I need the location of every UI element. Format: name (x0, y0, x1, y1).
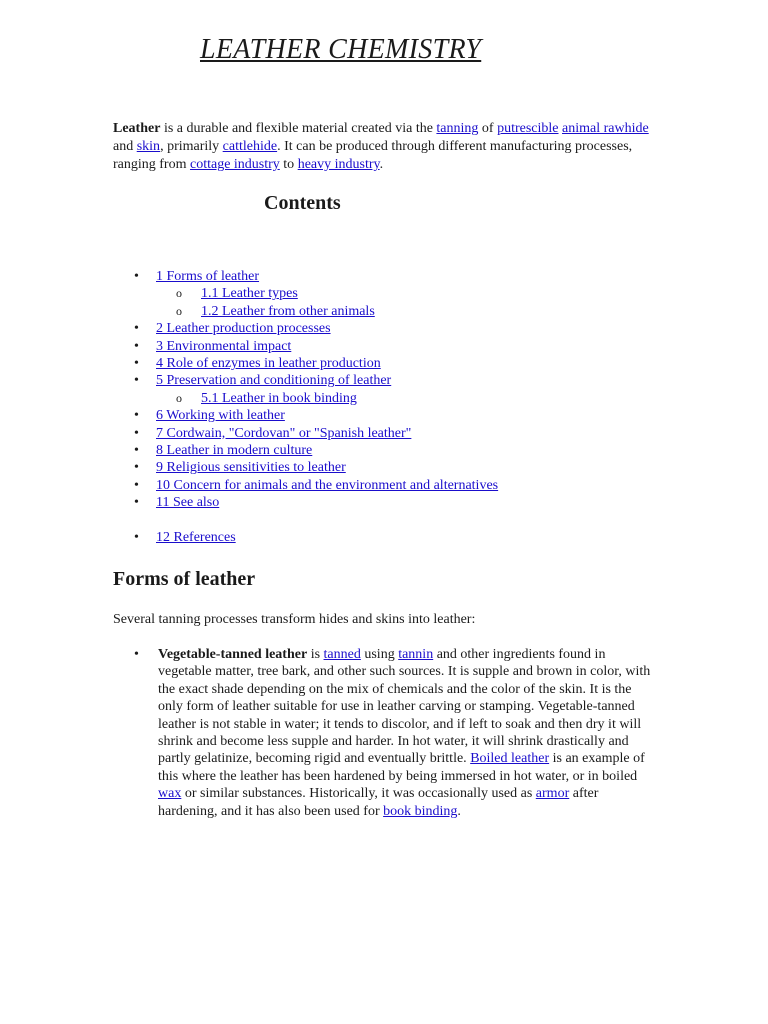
toc-link[interactable]: 3 Environmental impact (156, 338, 292, 354)
veg-text: is an example of this where the leather has been hardened by being immersed in hot water, or in boiled (158, 751, 645, 784)
intro-term: Leather (113, 121, 161, 136)
toc-item (156, 268, 676, 285)
veg-text: is (307, 647, 324, 662)
toc-link[interactable]: 6 Working with leather (156, 408, 285, 424)
list-item (158, 646, 658, 820)
toc-item (156, 442, 676, 459)
toc-link[interactable]: 1 Forms of leather (156, 269, 260, 284)
toc-subitem (156, 390, 676, 407)
toc-subitem (156, 285, 676, 302)
intro-paragraph (113, 120, 653, 174)
toc-link[interactable]: 7 Cordwain, "Cordovan" or "Spanish leather" (156, 425, 412, 441)
link-skin[interactable]: skin (136, 139, 161, 154)
toc-link[interactable]: 12 References (156, 529, 236, 545)
leather-types-list (158, 646, 658, 820)
veg-term: Vegetable-tanned leather (158, 647, 308, 662)
link-putrescible[interactable]: putrescible (497, 121, 559, 136)
intro-text: and (113, 139, 137, 154)
veg-text: or similar substances. Historically, it was occasionally used as (181, 786, 536, 802)
link-tanning[interactable]: tanning (436, 121, 479, 136)
toc-item (156, 320, 676, 337)
toc-link[interactable]: 8 Leather in modern culture (156, 443, 313, 459)
toc-link[interactable]: 9 Religious sensitivities to leather (156, 460, 346, 476)
toc-item (156, 425, 676, 442)
veg-text: and other ingredients found in vegetable matter, tree bark, and other such sources. It is supple and brown in color, with the exact shade depending on the mix of chemicals and the color of the skin. It is the only form of leather suitable for use in leather carving or stamping. Vegetable-tanned leather is not stable in water; it tends to discolor, and if left to soak and then dry it will shrink and become less supple and harder. In hot water, it will shrink drastically and partly gelatinize, becoming rigid and eventually brittle. (158, 647, 651, 767)
link-book-binding[interactable]: book binding (383, 803, 458, 819)
link-heavy-industry[interactable]: heavy industry (297, 157, 380, 172)
toc-link[interactable]: 4 Role of enzymes in leather production (156, 356, 381, 372)
toc-link[interactable]: 5 Preservation and conditioning of leather (156, 373, 392, 389)
page-title: LEATHER CHEMISTRY (200, 34, 482, 65)
intro-text: . (379, 157, 384, 172)
toc-item (156, 355, 676, 372)
toc-subitem (156, 303, 676, 320)
toc-item (156, 372, 676, 389)
link-cattlehide[interactable]: cattlehide (222, 139, 278, 154)
toc-item (156, 459, 676, 476)
toc-link[interactable]: 1.2 Leather from other animals (201, 303, 375, 319)
toc-link[interactable]: 1.1 Leather types (201, 286, 298, 302)
toc-item (156, 477, 676, 494)
toc-item (156, 407, 676, 424)
link-cottage-industry[interactable]: cottage industry (189, 157, 280, 172)
veg-text: after hardening, and it has also been used for (158, 786, 599, 819)
veg-text: . (457, 803, 461, 819)
table-of-contents (156, 268, 676, 546)
contents-heading: Contents (264, 192, 341, 214)
veg-text: using (360, 647, 399, 662)
link-tannin[interactable]: tannin (398, 647, 434, 662)
intro-text: to (279, 157, 298, 172)
link-animal-rawhide[interactable]: animal rawhide (562, 121, 649, 136)
link-tanned[interactable]: tanned (323, 647, 361, 662)
toc-link[interactable]: 5.1 Leather in book binding (201, 390, 357, 406)
toc-link[interactable]: 11 See also (156, 495, 220, 511)
forms-intro-paragraph: Several tanning processes transform hides and skins into leather: (113, 612, 476, 627)
intro-text: . It can be produced through different manufacturing processes, ranging from (113, 139, 633, 172)
intro-text: , primarily (160, 139, 223, 154)
intro-text: is a durable and flexible material created via the (160, 121, 437, 136)
link-boiled-leather[interactable]: Boiled leather (470, 751, 550, 767)
intro-text: of (478, 121, 498, 136)
link-wax[interactable]: wax (158, 786, 182, 802)
toc-item (156, 494, 676, 511)
toc-item (156, 529, 676, 546)
toc-link[interactable]: 10 Concern for animals and the environment and alternatives (156, 477, 499, 493)
link-armor[interactable]: armor (535, 786, 570, 802)
section-heading-forms-of-leather: Forms of leather (113, 568, 256, 590)
toc-item (156, 338, 676, 355)
toc-link[interactable]: 2 Leather production processes (156, 321, 331, 337)
